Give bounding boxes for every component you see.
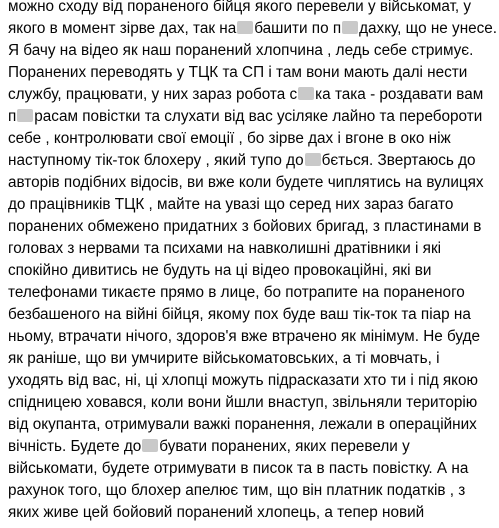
- text-line: службу, працювати, у них зараз робота с ка така - роздавати вам: [8, 86, 484, 103]
- text-line: ньому, втрачати нічого, здоров'я вже втрачено як мінімум. Не буде: [8, 328, 480, 345]
- censored-word-blur: [17, 109, 33, 122]
- text-line: авторів подібних відосів, ви вже коли будете чиплятись на вулицях: [8, 174, 484, 191]
- text-line: себе , контролювати свої емоції , бо зірве дах і вгоне в око ніж: [8, 130, 451, 147]
- text-line: уходять від вас, ні, ці хлопці можуть підрасказати хто ти і під якою: [8, 372, 478, 389]
- text-line: п расам повістки та слухати від вас усіляке лайно та перебороти: [8, 108, 483, 125]
- text-line: вічність. Будете до бувати поранених, яких перевели у: [8, 438, 410, 455]
- censored-word-blur: [298, 87, 314, 100]
- text-line: як раніше, що ви умчирите військоматовських, а ті мовчать, і: [8, 350, 440, 367]
- text-line: яких живе цей бойовий поранений хлопець, а тепер новий: [8, 504, 425, 521]
- text-line: телефонами тикаєте прямо в лице, бо потрапите на пораненого: [8, 284, 465, 301]
- censored-word-blur: [305, 153, 321, 166]
- text-line: Я бачу на відео як наш поранений хлопчина , ледь себе стримує.: [8, 42, 474, 59]
- post-text: [8, 0, 499, 524]
- text-line: спідницею ховався, коли вони йшли внаступ, звільняли територію: [8, 394, 478, 411]
- text-line: безбашеного на війні бійця, якому пох буде ваш тік-ток та піар на: [8, 306, 471, 323]
- text-line: Поранених переводять у ТЦК та СП і там вони мають далі нести: [8, 64, 468, 81]
- text-line: можно сходу від пораненого бійця якого перевели у військомат, у: [8, 0, 472, 15]
- text-line: наступному тік-ток блохеру , який тупо до бється. Звертаюсь до: [8, 152, 476, 169]
- text-line: спокійно дивитись не будуть на ці відео провокаційні, які ви: [8, 262, 432, 279]
- text-line: до працівників ТЦК , майте на увазі що серед них зараз багато: [8, 196, 454, 213]
- text-line: поранених обмежено придатних з бойових бригад, з пластинами в: [8, 218, 482, 235]
- censored-word-blur: [237, 21, 253, 34]
- text-line: рахунок того, що блохер апелює тим, що він платник податків , з: [8, 482, 466, 499]
- text-line: військомати, будете отримувати в писок та в пасть повістку. А на: [8, 460, 469, 477]
- text-line: від окупанта, отримували важкі поранення, лежали в операційних: [8, 416, 477, 433]
- text-line: якого в момент зірве дах, так на башити по п дахку, що не унесе.: [8, 20, 498, 37]
- censored-word-blur: [342, 21, 358, 34]
- censored-word-blur: [142, 439, 158, 452]
- text-line: головах з нервами та психами на навколишні дратівники і які: [8, 240, 442, 257]
